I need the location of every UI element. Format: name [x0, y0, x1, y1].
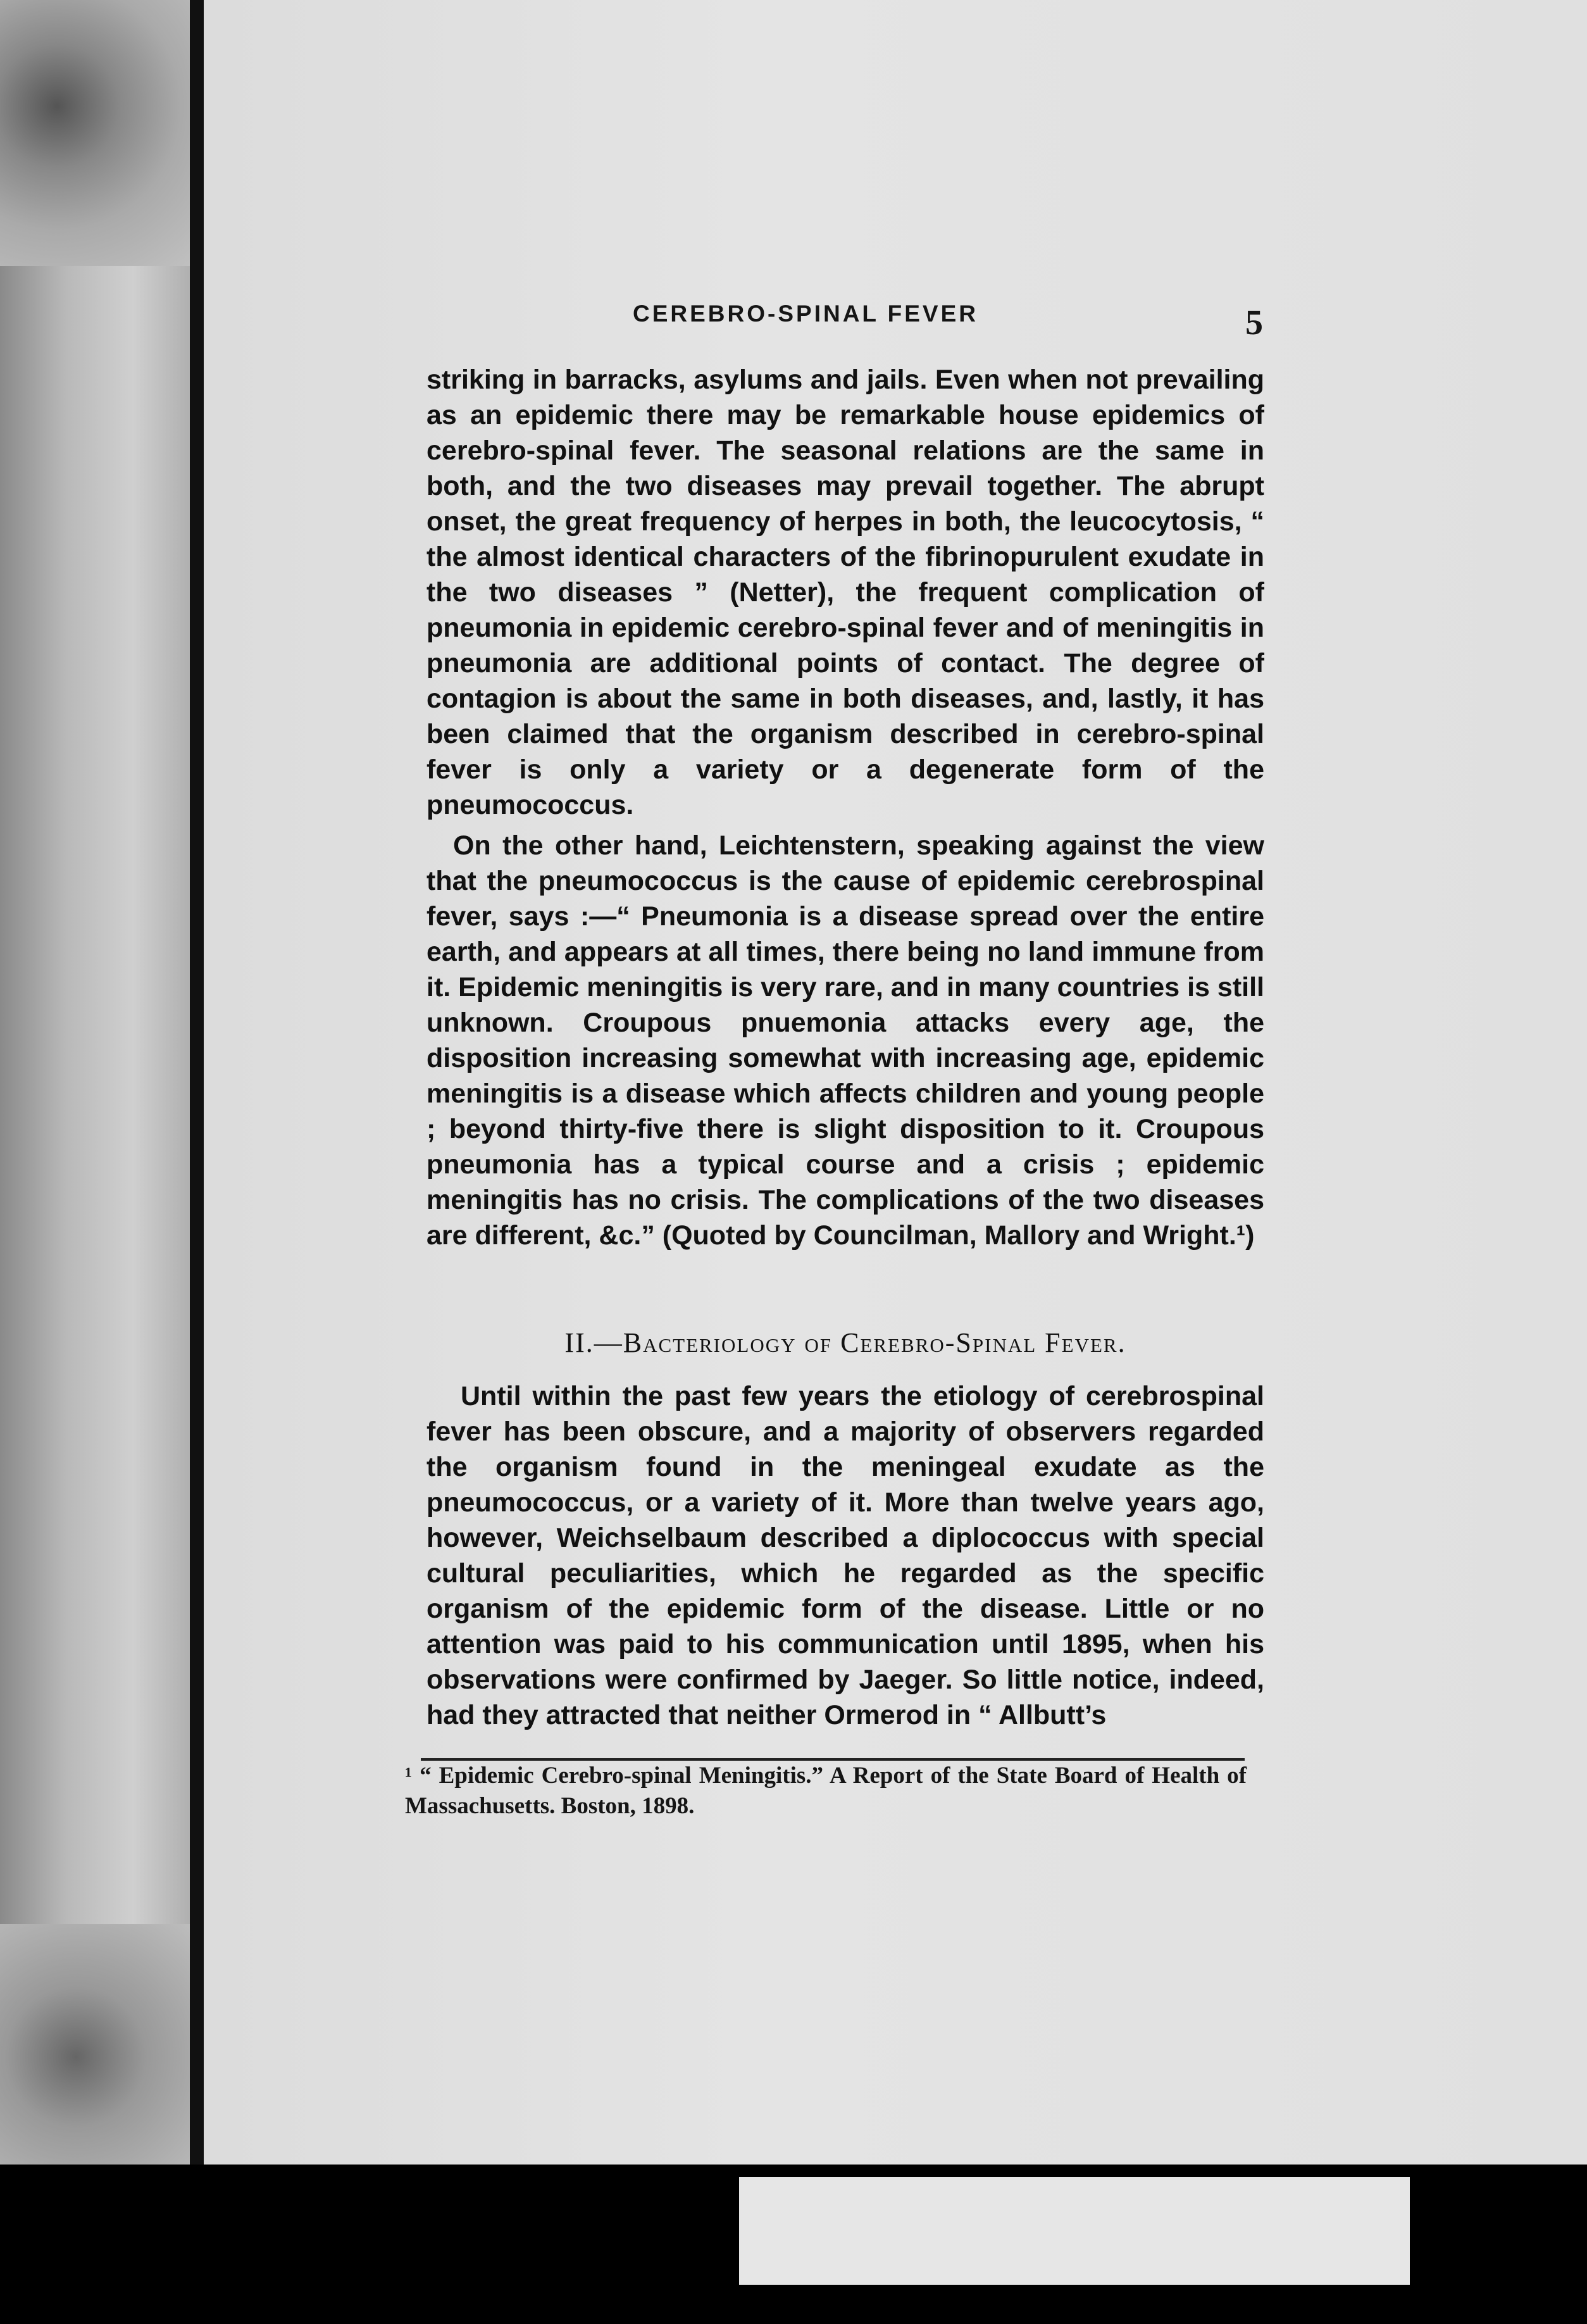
paragraph-1-text: striking in barracks, asylums and jails. Even when not prevailing as an epidemic there may be remarkable house epidemics of cerebro-spinal fever. The seasonal relations are the same in both, and the two diseases may prevail together. The abrupt onset, the great frequency of herpes in both, the leucocytosis, “ the almost identical characters of the fibrinopurulent exudate in the two diseases ” (Netter), the frequent complication of pneumonia in epidemic cerebro-spinal fever and of meningitis in pneumonia are additional points of contact. The degree of contagion is about the same in both diseases, and, lastly, it has been claimed that the organism described in cerebro-spinal fever is only a variety or a degenerate form of the pneumococcus. — [426, 365, 1264, 820]
paragraph-3-text: Until within the past few years the etiology of cerebrospinal fever has been obscure, and a majority of observers regarded the organism found in the meningeal exudate as the pneumococcus, or a variety of it. More than twelve years ago, however, Weichselbaum described a diplococcus with special cultural peculiarities, which he regarded as the specific organism of the epidemic form of the disease. Little or no attention was paid to his communication until 1895, when his observations were confirmed by Jaeger. So little notice, indeed, had they attracted that neither Ormerod in “ Allbutt’s — [426, 1381, 1264, 1730]
paragraph-2 — [426, 828, 1264, 1253]
paragraph-1 — [426, 362, 1264, 823]
page-spine-edge — [190, 0, 204, 2165]
section-heading: II.—Bacteriology of Cerebro-Spinal Fever. — [564, 1327, 1126, 1358]
scan-label-box — [739, 2177, 1410, 2285]
paragraph-3 — [426, 1378, 1264, 1733]
running-header: CEREBRO-SPINAL FEVER — [633, 301, 978, 327]
scan-smudge-top — [0, 0, 190, 266]
scan-smudge-bottom — [0, 1924, 190, 2190]
footnote: ¹ “ Epidemic Cerebro-spinal Meningitis.” A Report of the State Board of Health of Massachusetts. Boston, 1898. — [405, 1763, 1247, 1819]
page-number: 5 — [1245, 303, 1263, 342]
paragraph-2-text: On the other hand, Leichtenstern, speaking against the view that the pneumococcus is the cause of epidemic cerebrospinal fever, says :—“ Pneumonia is a disease spread over the entire earth, and appears at all times, there being no land immune from it. Epidemic meningitis is very rare, and in many countries is still unknown. Croupous pnuemonia attacks every age, the disposition increasing somewhat with increasing age, epidemic meningitis is a disease which affects children and young people ; beyond thirty-five there is slight disposition to it. Croupous pneumonia has a typical course and a crisis ; epidemic meningitis has no crisis. The complications of the two diseases are different, &c.” (Quoted by Councilman, Mallory and Wright.¹) — [426, 830, 1264, 1251]
